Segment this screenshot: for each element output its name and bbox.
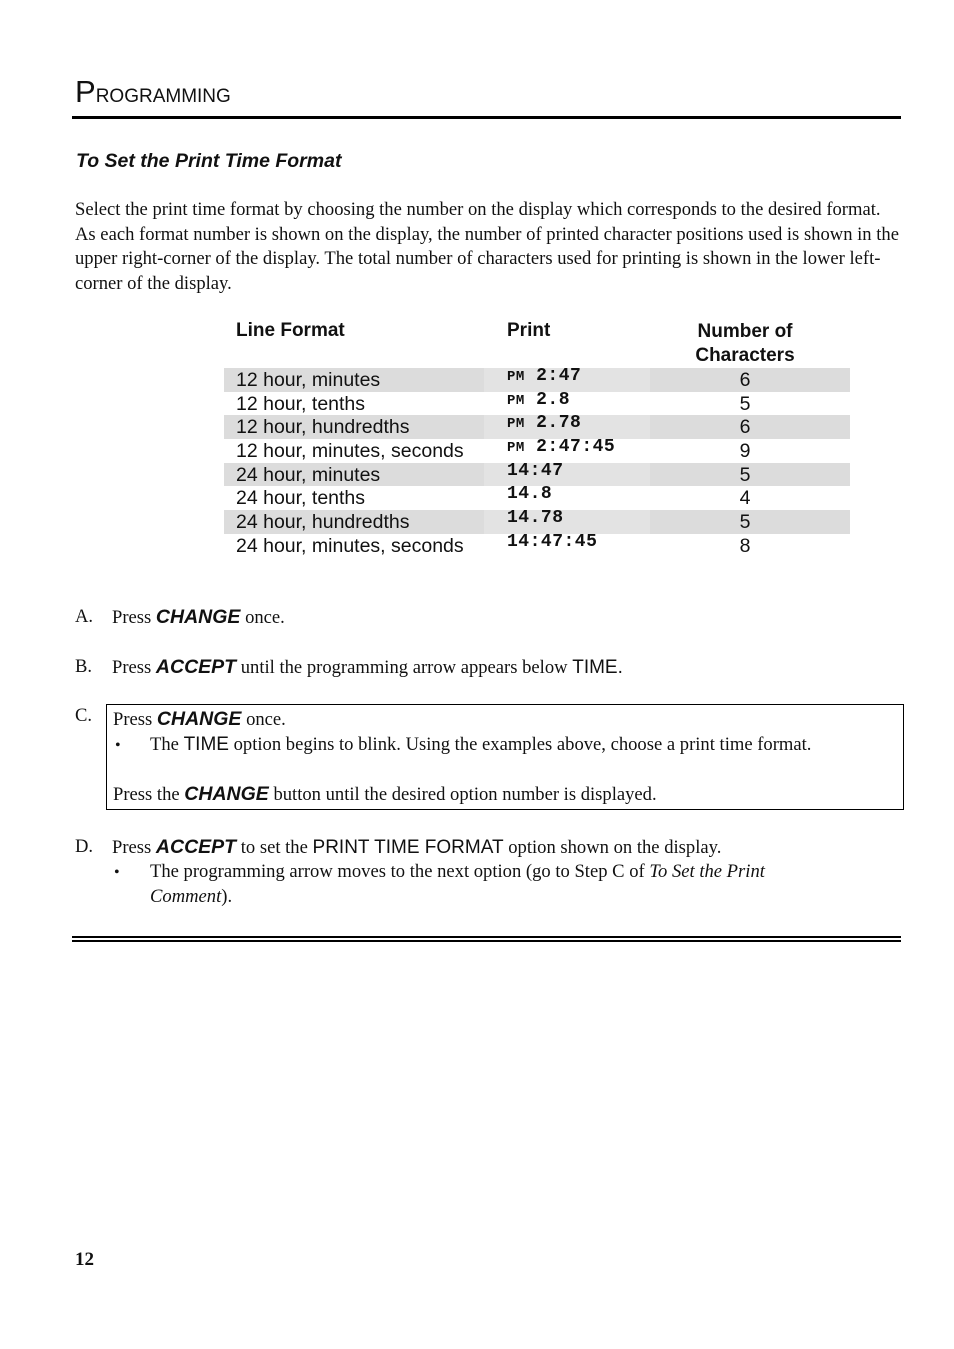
step-a-pre: Press (112, 607, 156, 628)
accept-keyword: ACCEPT (155, 836, 237, 858)
change-keyword: CHANGE (156, 708, 242, 730)
format-table (224, 318, 850, 558)
print-value: 2.78 (524, 413, 582, 434)
header-rule (72, 116, 901, 119)
intro-paragraph: Select the print time format by choosing the number on the display which corresponds to the desired format. As each format number is shown on the display, the number of printed character positions used is shown in the upper right-corner of the display. The total number of characters used for printing is shown in the lower left-corner of the display. (75, 199, 899, 295)
header-print: Print (507, 320, 551, 341)
print-value: 2:47 (524, 366, 582, 386)
cell-number-of-characters: 5 (739, 463, 751, 486)
cell-print (484, 486, 650, 510)
cell-print (484, 368, 650, 392)
section-title: To Set the Print Time Format (76, 150, 342, 172)
print-value: 2:47:45 (524, 437, 616, 458)
table-row (224, 460, 850, 487)
step-c-line1-post: once. (241, 709, 286, 730)
table-row (224, 510, 850, 534)
step-c-line1 (113, 707, 286, 733)
step-a-label: A. (75, 606, 94, 627)
print-sample (507, 366, 581, 386)
cell-print (484, 510, 650, 534)
table-row (224, 486, 850, 510)
table-row (224, 531, 850, 558)
table-row (224, 439, 850, 463)
cell-number-of-characters: 6 (739, 369, 751, 391)
header-line-format: Line Format (236, 320, 345, 341)
time-display-label: TIME (183, 734, 229, 755)
step-a-post: once. (240, 607, 285, 628)
header-initial: P (75, 74, 96, 109)
header-rest: ROGRAMMING (95, 86, 231, 107)
step-c-line2-pre: The (150, 734, 184, 755)
step-c-label: C. (75, 705, 93, 726)
table-row (224, 368, 850, 392)
step-d-label: D. (75, 836, 94, 857)
step-a-text (112, 605, 285, 631)
step-c-line2 (150, 733, 811, 758)
step-d-sub2-italic: Comment (150, 886, 222, 907)
cell-line-format: 24 hour, minutes, seconds (236, 534, 464, 557)
step-c-line2-post: option begins to blink. Using the examples above, choose a print time format. (228, 734, 812, 755)
cell-number-of-characters: 5 (739, 511, 751, 534)
step-c-line3 (113, 782, 657, 808)
bullet-icon: • (114, 864, 120, 881)
pm-indicator: PM (507, 369, 525, 385)
print-sample (507, 390, 570, 410)
cell-number-of-characters: 6 (739, 416, 751, 439)
print-value: 14.78 (507, 508, 564, 529)
step-d-sub-line2 (150, 885, 232, 910)
cell-number-of-characters: 9 (739, 440, 751, 463)
cell-print (484, 439, 650, 463)
change-keyword: CHANGE (155, 606, 241, 628)
accept-keyword: ACCEPT (155, 656, 237, 678)
cell-line-format: 12 hour, minutes, seconds (236, 440, 464, 463)
step-b-mid: until the programming arrow appears below (236, 657, 573, 678)
page-number: 12 (75, 1249, 94, 1270)
print-value: 14:47 (507, 460, 564, 481)
pm-indicator: PM (507, 392, 525, 409)
time-display-label: TIME (572, 657, 618, 678)
cell-number-of-characters: 5 (739, 392, 751, 415)
step-d-text (112, 835, 721, 861)
step-d-sub-line1 (150, 860, 765, 885)
change-keyword: CHANGE (184, 783, 269, 805)
step-d-mid: to set the (236, 837, 313, 858)
step-d-post: option shown on the display. (503, 837, 722, 858)
table-row (224, 415, 850, 439)
cell-line-format: 24 hour, tenths (236, 487, 366, 510)
print-sample (507, 413, 581, 433)
step-c-line3-post: button until the desired option number is displayed. (268, 784, 657, 805)
header-title (75, 74, 231, 110)
cell-line-format: 12 hour, hundredths (236, 416, 410, 439)
print-sample (507, 508, 564, 528)
pm-indicator: PM (507, 440, 525, 457)
bullet-icon: • (115, 737, 121, 754)
cell-print (484, 460, 650, 487)
step-d-pre: Press (112, 837, 156, 858)
pm-indicator: PM (507, 416, 525, 433)
footer-rule (72, 940, 901, 942)
step-c-box (106, 704, 904, 810)
step-d-sub1: The programming arrow moves to the next option (go to Step C of (150, 861, 650, 882)
step-b-text (112, 655, 623, 681)
step-c-line3-pre: Press the (113, 784, 185, 805)
step-b-post: . (617, 657, 623, 678)
table-row (224, 389, 850, 416)
cell-line-format: 24 hour, minutes (236, 463, 381, 486)
header-chars-line2: Characters (695, 345, 795, 366)
table-body (224, 368, 850, 558)
print-sample (507, 461, 564, 481)
step-b-label: B. (75, 656, 93, 677)
print-value: 2.8 (524, 389, 571, 410)
print-time-format-display-label: PRINT TIME FORMAT (312, 837, 504, 858)
print-value: 14:47:45 (507, 531, 598, 552)
cell-number-of-characters: 4 (739, 487, 751, 510)
cell-print (484, 415, 650, 439)
step-d-sub1-italic: To Set the Print (649, 861, 765, 882)
header-number-of-characters (676, 320, 814, 368)
footer-rule (72, 936, 901, 938)
step-b-pre: Press (112, 657, 156, 678)
print-sample (507, 532, 597, 552)
cell-line-format: 12 hour, minutes (236, 369, 381, 391)
cell-line-format: 24 hour, hundredths (236, 511, 410, 534)
cell-number-of-characters: 8 (739, 534, 751, 557)
print-value: 14.8 (507, 484, 553, 505)
step-d-sub2-post: ). (221, 886, 233, 907)
cell-line-format: 12 hour, tenths (236, 392, 366, 415)
header-chars-line1: Number of (697, 321, 793, 342)
step-c-line1-pre: Press (113, 709, 157, 730)
table-header (224, 318, 850, 368)
print-sample (507, 484, 552, 504)
cell-print (484, 531, 650, 558)
step-d (75, 835, 901, 915)
cell-print (484, 389, 650, 416)
print-sample (507, 437, 615, 457)
